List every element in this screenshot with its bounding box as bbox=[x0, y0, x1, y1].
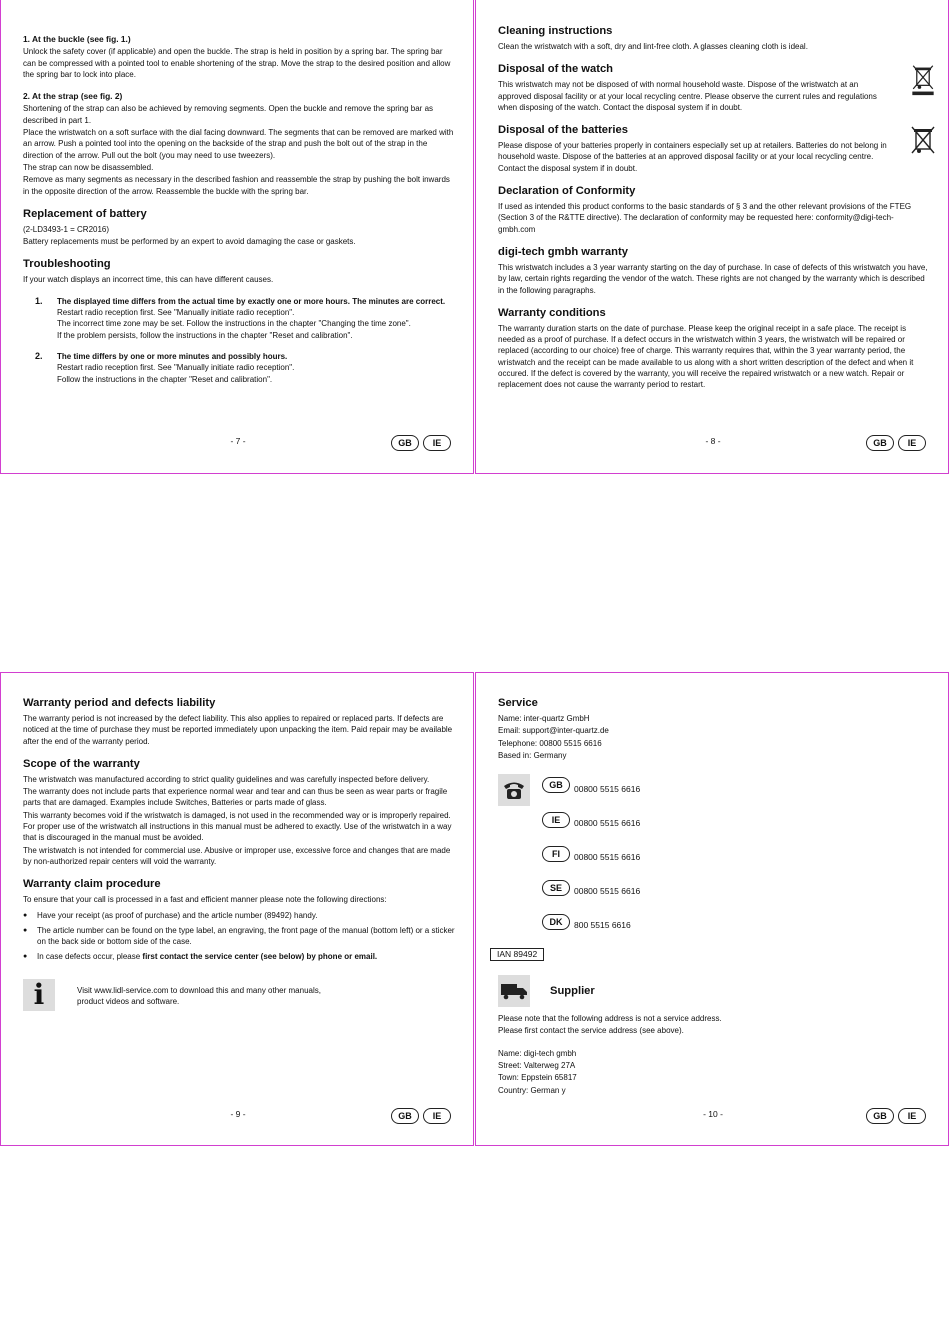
info-row bbox=[23, 979, 455, 1011]
country-badge-se: SE bbox=[542, 880, 570, 896]
supplier-row bbox=[498, 975, 930, 1007]
phone-row-dk bbox=[498, 910, 930, 944]
address-line: Town: Eppstein 65817 bbox=[498, 1073, 577, 1083]
cleaning-text: Clean the wristwatch with a soft, dry and lint-free cloth. A glasses cleaning cloth is ideal. bbox=[498, 42, 808, 51]
warranty-period-heading: Warranty period and defects liability bbox=[23, 697, 216, 709]
gb-badge: GB bbox=[866, 435, 894, 451]
country-badge-fi: FI bbox=[542, 846, 570, 862]
claim-intro: To ensure that your call is processed in a fast and efficient manner please note the following directions: bbox=[23, 895, 387, 905]
country-badge-gb: GB bbox=[542, 777, 570, 793]
country-badge-ie: IE bbox=[542, 812, 570, 828]
item-line: Restart radio reception first. See "Manually initiate radio reception". bbox=[57, 308, 295, 318]
item-number: 2. bbox=[35, 350, 43, 361]
disposal-batteries-text: Please dispose of your batteries properly in containers especially set up at retailers. Batteries do not belong in household waste. Dispose of the batteries at an approved disposal facility or at your local recycling centre. Contact the disposal system if in doubt. bbox=[498, 141, 887, 173]
country-badge-dk: DK bbox=[542, 914, 570, 930]
ian-label: IAN 89492 bbox=[490, 948, 544, 961]
ie-badge: IE bbox=[898, 435, 926, 451]
item-line: Restart radio reception first. See "Manually initiate radio reception". bbox=[57, 363, 295, 373]
page-10-content bbox=[498, 696, 930, 1097]
phone-number-ie: 00800 5515 6616 bbox=[574, 818, 641, 829]
phone-row-ie bbox=[498, 808, 930, 842]
warranty-conditions-heading: Warranty conditions bbox=[498, 306, 606, 319]
info-text bbox=[77, 979, 321, 1008]
strap-text-4: Remove as many segments as necessary in the described fashion and reassemble the strap by pushing the bolt inwards in the opposite direction of the arrow. Reassemble the buckle with the spring bar. bbox=[23, 175, 450, 196]
disposal-batteries-heading: Disposal of the batteries bbox=[498, 124, 628, 137]
page-7-content bbox=[23, 34, 455, 395]
page-number: - 10 - bbox=[703, 1109, 723, 1119]
page-8-content bbox=[498, 24, 930, 392]
battery-text: Battery replacements must be performed by an expert to avoid damaging the case or gaskets. bbox=[23, 237, 356, 247]
troubleshooting-list bbox=[23, 296, 455, 385]
service-heading: Service bbox=[498, 697, 538, 709]
page-7 bbox=[0, 0, 474, 474]
disposal-watch-section bbox=[498, 62, 930, 113]
conformity-text: If used as intended this product conforms to the basic standards of § 3 and the other relevant provisions of the FTEG (Section 3 of the R&TTE directive). The declaration of conformity may be requested here: conformity@digi-tech-gmbh.com bbox=[498, 202, 912, 234]
item-line: If the problem persists, follow the instructions in the chapter "Reset and calibration". bbox=[57, 330, 353, 340]
service-line: Telephone: 00800 5515 6616 bbox=[498, 738, 602, 748]
crossed-wheelie-bin-icon bbox=[910, 64, 936, 96]
language-badges bbox=[391, 435, 451, 451]
disposal-watch-text: This wristwatch may not be disposed of with normal household waste. Dispose of the wristwatch at an approved disposal facility or at your local recycling centre. Please observe the current rules and regulations when disposing of the watch. Contact the disposal system if in doubt. bbox=[498, 80, 877, 112]
scope-text-1: The wristwatch was manufactured according to strict quality guidelines and was carefully inspected before delivery. bbox=[23, 774, 430, 784]
service-line: Based in: Germany bbox=[498, 750, 567, 760]
disposal-watch-heading: Disposal of the watch bbox=[498, 63, 613, 76]
phone-number-fi: 00800 5515 6616 bbox=[574, 852, 641, 863]
page-8 bbox=[475, 0, 949, 474]
item-line: Follow the instructions in the chapter "Reset and calibration". bbox=[57, 374, 273, 384]
language-badges bbox=[866, 435, 926, 451]
battery-heading: Replacement of battery bbox=[23, 207, 147, 220]
cleaning-heading: Cleaning instructions bbox=[498, 25, 613, 37]
list-item bbox=[23, 351, 455, 385]
conformity-heading: Declaration of Conformity bbox=[498, 185, 636, 198]
warranty-conditions-text: The warranty duration starts on the date of purchase. Please keep the original receipt in a safe place. The receipt is needed as a proof of purchase. If a defect occurs in the wristwatch within 3 years, the wristwatch will be repaired or replaced (according to our choice) free of charge. This warranty requires that, within the 3 year warranty period, the wristwatch and the receipt can be made available to us along with a short written description of the defect and when it occured. If the defect is covered by the warranty, you will receive the repaired wristwatch or a new watch. Repair or replacement does not cause the warranty period to restart. bbox=[498, 323, 914, 390]
disposal-batteries-section bbox=[498, 123, 930, 174]
ie-badge: IE bbox=[898, 1108, 926, 1124]
phone-number-se: 00800 5515 6616 bbox=[574, 886, 641, 897]
phone-number-dk: 800 5515 6616 bbox=[574, 920, 631, 931]
address-line: Name: digi-tech gmbh bbox=[498, 1048, 577, 1058]
info-line-2: product videos and software. bbox=[77, 997, 180, 1007]
item-line: The incorrect time zone may be set. Follow the instructions in the chapter "Changing the time zone". bbox=[57, 319, 411, 329]
strap-text-1: Shortening of the strap can also be achieved by removing segments. Open the buckle and remove the spring bar as described in part 1. bbox=[23, 104, 434, 125]
warranty-text: This wristwatch includes a 3 year warranty starting on the day of purchase. In case of defects of this wristwatch you have, by law, certain rights regarding the vendor of the watch. These rights are not changed by the warranty which is described in the following paragraphs. bbox=[498, 262, 928, 295]
language-badges bbox=[391, 1108, 451, 1124]
crossed-wheelie-bin-icon bbox=[910, 125, 936, 157]
info-line-1: Visit www.lidl-service.com to download this and many other manuals, bbox=[77, 985, 321, 995]
telephone-icon bbox=[498, 774, 530, 806]
phone-row-gb bbox=[498, 774, 930, 808]
list-item: ● Have your receipt (as proof of purchase) and the article number (89492) handy. bbox=[23, 910, 455, 921]
scope-text-4: The wristwatch is not intended for commercial use. Abusive or improper use, excessive force and changes that are made by non-authorized repair centers will void the warranty. bbox=[23, 845, 451, 866]
page-number: - 8 - bbox=[705, 436, 721, 446]
page-number: - 9 - bbox=[230, 1109, 246, 1119]
ie-badge: IE bbox=[423, 1108, 451, 1124]
page-10 bbox=[475, 672, 949, 1146]
address-line: Street: Valterweg 27A bbox=[498, 1061, 576, 1071]
gb-badge: GB bbox=[866, 1108, 894, 1124]
claim-list bbox=[23, 910, 455, 963]
truck-icon bbox=[498, 975, 530, 1007]
buckle-text: Unlock the safety cover (if applicable) and open the buckle. The strap is held in position by a spring bar. The spring bar can be compressed with a pointed tool to enable shortening of the strap. Move the strap to the desired position and allow the spring bar to lock into place. bbox=[23, 47, 451, 79]
service-line: Name: inter-quartz GmbH bbox=[498, 714, 590, 723]
list-item bbox=[23, 951, 455, 962]
supplier-heading: Supplier bbox=[550, 984, 595, 997]
phone-number-gb: 00800 5515 6616 bbox=[574, 784, 641, 795]
gb-badge: GB bbox=[391, 1108, 419, 1124]
address-line: Country: German y bbox=[498, 1085, 566, 1095]
supplier-note: Please first contact the service address (see above). bbox=[498, 1026, 684, 1036]
info-icon: i bbox=[23, 979, 55, 1011]
bullet-text: In case defects occur, please bbox=[37, 952, 143, 962]
gb-badge: GB bbox=[391, 435, 419, 451]
list-item bbox=[23, 296, 455, 341]
warranty-period-text: The warranty period is not increased by the defect liability. This also applies to repaired or replaced parts. If defects are noticed at the time of purchase they must be reported immediately upon unpacking the item. Paid repair may be available after the end of the warranty period. bbox=[23, 714, 453, 746]
strap-text-2: Place the wristwatch on a soft surface with the dial facing downward. The segments that can be removed are marked with an arrow. Push a pointed tool into the opening on the backside of the strap and push the bolt out of the strap in the direction of the arrow. Pull out the bolt (you may need to use tweezers). bbox=[23, 128, 454, 160]
warranty-heading: digi-tech gmbh warranty bbox=[498, 245, 628, 258]
item-question: The time differs by one or more minutes and possibly hours. bbox=[57, 351, 288, 361]
service-line: Email: support@inter-quartz.de bbox=[498, 726, 609, 736]
claim-heading: Warranty claim procedure bbox=[23, 878, 161, 891]
page-9 bbox=[0, 672, 474, 1146]
scope-heading: Scope of the warranty bbox=[23, 757, 140, 770]
item-number: 1. bbox=[35, 295, 43, 306]
phone-row-fi bbox=[498, 842, 930, 876]
scope-text-2: The warranty does not include parts that experience normal wear and tear and can thus be seen as wear parts or fragile parts that are damaged. Examples include Switches, Batteries or parts made of glass. bbox=[23, 787, 448, 808]
troubleshooting-intro: If your watch displays an incorrect time, this can have different causes. bbox=[23, 275, 274, 285]
troubleshooting-heading: Troubleshooting bbox=[23, 258, 111, 271]
bullet-bold-text: first contact the service center (see below) by phone or email. bbox=[142, 952, 378, 962]
supplier-note: Please note that the following address is not a service address. bbox=[498, 1014, 722, 1024]
battery-model: (2-LD3493-1 = CR2016) bbox=[23, 224, 110, 234]
buckle-heading: 1. At the buckle (see fig. 1.) bbox=[23, 34, 131, 44]
strap-text-3: The strap can now be disassembled. bbox=[23, 162, 154, 172]
language-badges bbox=[866, 1108, 926, 1124]
phone-row-se bbox=[498, 876, 930, 910]
page-number: - 7 - bbox=[230, 436, 246, 446]
strap-heading: 2. At the strap (see fig. 2) bbox=[23, 91, 123, 102]
item-question: The displayed time differs from the actual time by exactly one or more hours. The minutes are correct. bbox=[57, 296, 446, 306]
page-9-content bbox=[23, 696, 455, 1011]
scope-text-3: This warranty becomes void if the wristwatch is damaged, is not used in the recommended way or is improperly repaired. For proper use of the wristwatch all instructions in this manual must be adhered to exactly. Use of the wristwatch in a way that is discouraged in the manual must be avoided. bbox=[23, 810, 452, 843]
list-item: ● The article number can be found on the type label, an engraving, the front page of the manual (bottom left) or a sticker on the back side or bottom side of the case. bbox=[23, 925, 455, 948]
ie-badge: IE bbox=[423, 435, 451, 451]
